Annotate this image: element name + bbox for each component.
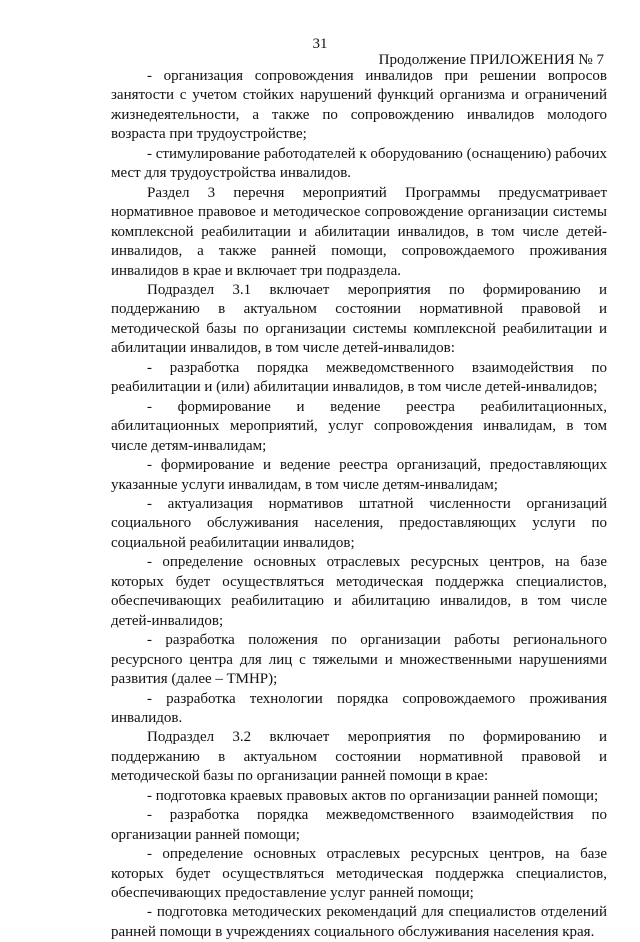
page-number: 31 bbox=[312, 36, 328, 52]
paragraph: - подготовка краевых правовых актов по организации ранней помощи; bbox=[147, 787, 599, 804]
paragraph: - определение основных отраслевых ресурсных центров, на базе которых будет осуществляться методическая поддержка специалистов, обеспечивающих реабилитацию и абилитацию инвалидов, в том числе детей-инвалидов; bbox=[111, 554, 607, 629]
paragraph: - стимулирование работодателей к оборудованию (оснащению) рабочих мест для трудоустройства инвалидов. bbox=[111, 145, 607, 182]
paragraph: - разработка положения по организации работы регионального ресурсного центра для лиц с тяжелыми и множественными нарушениями развития (далее – ТМНР); bbox=[111, 632, 607, 688]
paragraph: - актуализация нормативов штатной численности организаций социального обслуживания населения, предоставляющих услуги по социальной реабилитации инвалидов; bbox=[111, 495, 607, 551]
document-body bbox=[111, 67, 607, 942]
paragraph: Подраздел 3.2 включает мероприятия по формированию и поддержанию в актуальном состоянии нормативной правовой и методической базы по организации ранней помощи в крае: bbox=[111, 729, 607, 785]
paragraph: - организация сопровождения инвалидов при решении вопросов занятости с учетом стойких нарушений функций организма и ограничений жизнедеятельности, а также по сопровождению инвалидов молодого возраста при трудоустройстве; bbox=[111, 68, 607, 143]
paragraph: - формирование и ведение реестра организаций, предоставляющих указанные услуги инвалидам, в том числе детям-инвалидам; bbox=[111, 457, 607, 493]
paragraph: Раздел 3 перечня мероприятий Программы предусматривает нормативное правовое и методическое сопровождение организации системы комплексной реабилитации и абилитации инвалидов, в том числе детей-инвалидов, а также ранней помощи, сопровождаемого проживания инвалидов в крае и включает три подраздела. bbox=[111, 184, 607, 279]
paragraph: - разработка технологии порядка сопровождаемого проживания инвалидов. bbox=[111, 690, 607, 726]
paragraph: - разработка порядка межведомственного взаимодействия по реабилитации и (или) абилитации инвалидов, в том числе детей-инвалидов; bbox=[111, 359, 607, 396]
paragraph: - разработка порядка межведомственного взаимодействия по организации ранней помощи; bbox=[111, 807, 607, 843]
paragraph: Подраздел 3.1 включает мероприятия по формированию и поддержанию в актуальном состоянии нормативной правовой и методической базы по организации системы комплексной реабилитации и абилитации инвалидов, в том числе детей-инвалидов: bbox=[111, 281, 607, 357]
paragraph: - определение основных отраслевых ресурсных центров, на базе которых будет осуществляться методическая поддержка специалистов, обеспечивающих предоставление услуг ранней помощи; bbox=[111, 846, 607, 902]
appendix-header: Продолжение ПРИЛОЖЕНИЯ № 7 bbox=[378, 52, 604, 68]
paragraph: - формирование и ведение реестра реабилитационных, абилитационных мероприятий, услуг сопровождения инвалидам, в том числе детям-инвалидам; bbox=[111, 398, 607, 454]
paragraph: - подготовка методических рекомендаций для специалистов отделений ранней помощи в учреждениях социального обслуживания населения края. bbox=[111, 904, 607, 940]
